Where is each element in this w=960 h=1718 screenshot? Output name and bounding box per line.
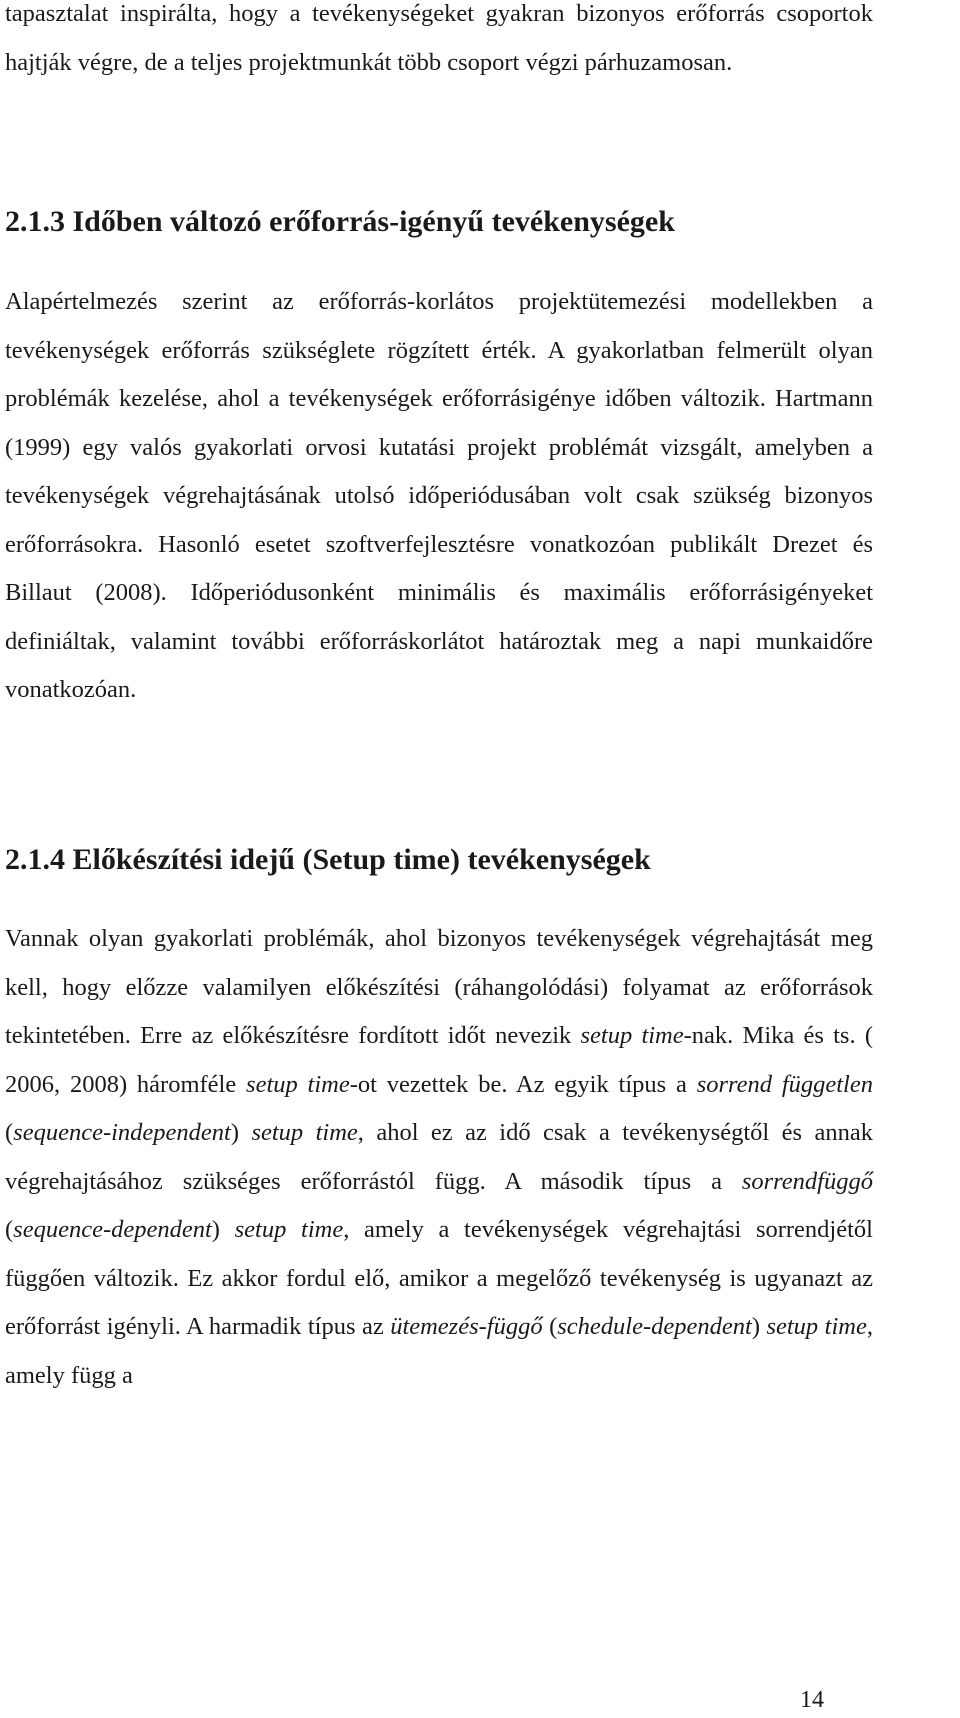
text-run: ) <box>211 1216 235 1243</box>
term-setup-time: setup time <box>580 1022 684 1049</box>
text-run: , amely függ a <box>5 1313 873 1389</box>
text-run: , amely a tevékenységek végrehajtási sorrendjétől függően változik. Ez akkor fordul elő, amikor a megelőző tevékenység is ugyanazt az erőforrást igényli. A harmadik típus az <box>5 1216 873 1340</box>
term-setup-time: setup time <box>251 1119 358 1146</box>
section-heading-2-1-4: 2.1.4 Előkészítési idejű (Setup time) tevékenységek <box>5 843 651 876</box>
paragraph-setup-time <box>5 915 873 1400</box>
text-run: ( <box>542 1313 558 1340</box>
term-sorrend-fuggetlen: sorrend független <box>696 1070 873 1098</box>
section-heading-2-1-3: 2.1.3 Időben változó erőforrás-igényű tevékenységek <box>5 205 675 238</box>
term-sorrendfuggo: sorrendfüggő <box>741 1167 873 1195</box>
page-number: 14 <box>800 1687 824 1713</box>
text-run: -nak. Mika és ts. ( 2006, 2008) háromféle <box>5 1022 873 1098</box>
term-sequence-dependent: sequence-dependent <box>13 1216 212 1243</box>
term-utemezes-fuggo: ütemezés-függő <box>390 1313 543 1340</box>
term-setup-time: setup time <box>246 1070 350 1098</box>
paragraph-intro-continuation: tapasztalat inspirálta, hogy a tevékenységeket gyakran bizonyos erőforrás csoportok hajtják végre, de a teljes projektmunkát több csoport végzi párhuzamosan. <box>5 0 873 76</box>
text-run: ) <box>751 1313 767 1340</box>
text-run: , ahol ez az idő csak a tevékenységtől és annak végrehajtásához szükséges erőforrástól függ. A második típus a <box>5 1119 873 1195</box>
text-run: Vannak olyan gyakorlati problémák, ahol bizonyos tevékenységek végrehajtását meg kell, hogy előzze valamilyen előkészítési (ráhangolódási) folyamat az erőforrások tekintetében. Erre az előkészítésre fordított időt nevezik <box>5 925 873 1049</box>
text-run: -ot vezettek be. Az egyik típus a <box>349 1070 697 1098</box>
term-schedule-dependent: schedule-dependent <box>557 1313 752 1340</box>
paragraph-time-varying-resources: Alapértelmezés szerint az erőforrás-korlátos projektütemezési modellekben a tevékenységek erőforrás szükséglete rögzített érték. A gyakorlatban felmerült olyan problémák kezelése, ahol a tevékenységek erőforrásigénye időben változik. Hartmann (1999) egy valós gyakorlati orvosi kutatási projekt problémát vizsgált, amelyben a tevékenységek végrehajtásának utolsó időperiódusában volt csak szükség bizonyos erőforrásokra. Hasonló esetet szoftverfejlesztésre vonatkozóan publikált Drezet és Billaut (2008). Időperiódusonként minimális és maximális erőforrásigényeket definiáltak, valamint további erőforráskorlátot határoztak meg a napi munkaidőre vonatkozóan. <box>5 288 873 703</box>
text-run: ) <box>230 1119 252 1146</box>
term-setup-time: setup time <box>234 1216 344 1243</box>
term-setup-time: setup time <box>766 1313 867 1340</box>
term-sequence-independent: sequence-independent <box>13 1119 231 1146</box>
text-run: ( <box>5 1119 14 1146</box>
text-run: ( <box>5 1216 14 1243</box>
